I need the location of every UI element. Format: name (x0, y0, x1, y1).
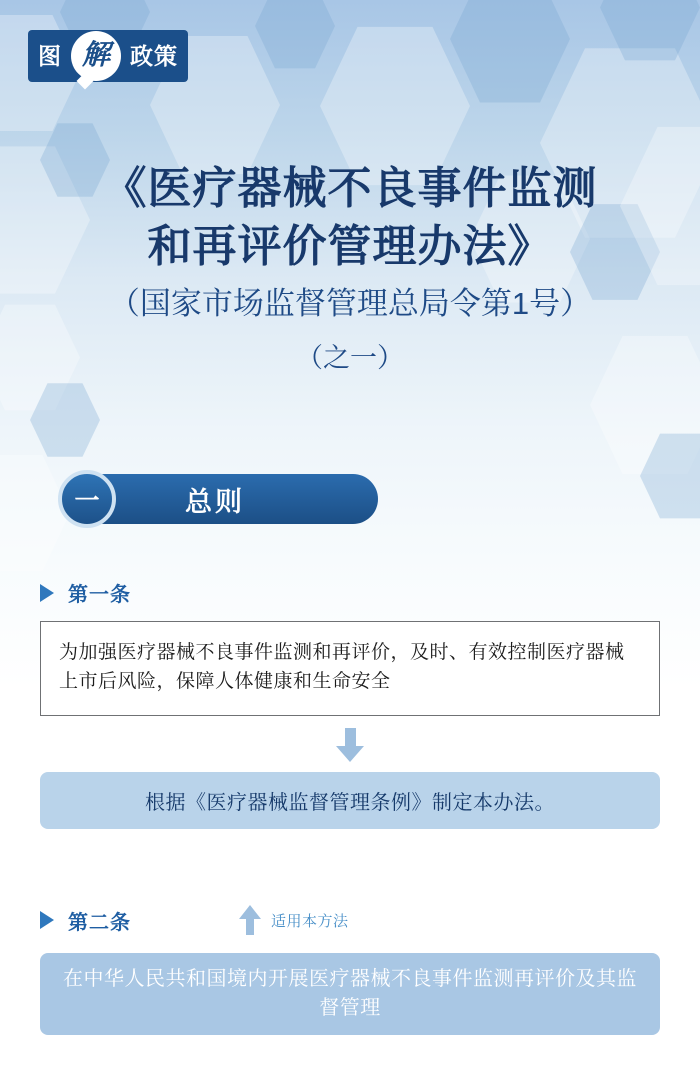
article-2-note-text: 适用本方法 (271, 912, 349, 930)
article-2-header (40, 905, 660, 935)
arrow-down-icon (336, 728, 364, 762)
triangle-bullet-icon (40, 584, 54, 602)
article-2 (40, 905, 660, 1035)
section-number-badge: 一 (58, 470, 116, 528)
article-1-title: 第一条 (68, 584, 131, 606)
section-bar (80, 474, 378, 524)
badge-left-char: 图 (38, 42, 62, 69)
badge-seal-icon (71, 31, 121, 81)
page-title-line2: 和再评价管理办法》 (147, 222, 553, 272)
page-part-label: （之一） (296, 343, 404, 374)
article-1 (40, 578, 660, 829)
page-subtitle: （国家市场监督管理总局令第1号） (108, 286, 592, 322)
title-block (0, 160, 700, 375)
arrow-up-icon (239, 905, 261, 935)
article-2-body: 在中华人民共和国境内开展医疗器械不良事件监测再评价及其监督管理 (40, 953, 660, 1035)
article-2-title: 第二条 (68, 911, 131, 934)
article-1-body: 为加强医疗器械不良事件监测和再评价，及时、有效控制医疗器械上市后风险，保障人体健康和生命安全 (40, 621, 660, 716)
section-header (28, 470, 378, 528)
article-1-header (40, 578, 660, 607)
section-label: 总则 (185, 486, 245, 517)
badge-right-char: 政策 (130, 42, 178, 69)
badge-seal-char: 解 (81, 40, 110, 71)
article-1-conclusion: 根据《医疗器械监督管理条例》制定本办法。 (40, 772, 660, 829)
tujie-zhengce-badge (28, 30, 188, 82)
triangle-bullet-icon (40, 911, 54, 929)
article-2-note (239, 905, 349, 935)
page-title-line1: 《医疗器械不良事件监测 (102, 164, 598, 213)
